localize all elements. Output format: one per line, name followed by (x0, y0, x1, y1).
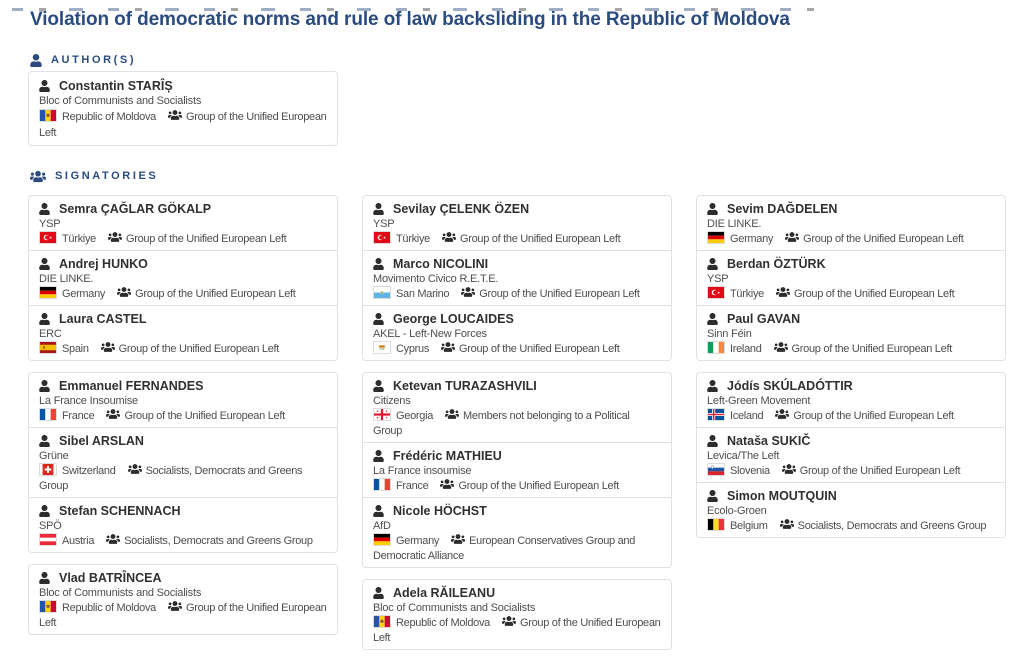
member-country: Türkiye (396, 233, 430, 245)
authors-section-label: AUTHOR(S) (51, 54, 137, 66)
member-party: Bloc of Communists and Socialists (39, 95, 202, 107)
member-country: Ireland (730, 343, 762, 355)
flag-belgium-icon (707, 518, 725, 531)
member-column (362, 195, 672, 661)
member-card-group (28, 372, 338, 553)
group-icon (776, 286, 790, 298)
member-name-row (707, 378, 995, 394)
member-country: Germany (62, 288, 106, 300)
member-name: Ketevan TURAZASHVILI (393, 379, 537, 393)
flag-cyprus-icon (373, 341, 391, 354)
member-party: Bloc of Communists and Socialists (373, 602, 536, 614)
member-name-row (39, 256, 327, 272)
group-icon (101, 341, 115, 353)
member-group: Group of the Unified European Left (39, 111, 327, 139)
flag-slovenia-icon (707, 463, 725, 476)
group-icon (780, 518, 794, 530)
person-icon (707, 380, 718, 392)
member-group: European Conservatives Group and Democratic Alliance (373, 535, 636, 562)
member-group: Group of the Unified European Left (118, 343, 280, 355)
member-name: Simon MOUTQUIN (727, 489, 837, 503)
member-name: Nataša SUKIČ (727, 434, 811, 448)
member-group: Group of the Unified European Left (459, 233, 621, 245)
member-country: Spain (62, 343, 89, 355)
person-icon (707, 203, 718, 215)
group-icon (502, 615, 516, 627)
member-card[interactable] (29, 565, 337, 634)
member-meta-row (373, 341, 661, 357)
member-country: Switzerland (62, 465, 116, 477)
member-group: Socialists, Democrats and Greens Group (39, 465, 303, 492)
member-group: Group of the Unified European Left (458, 480, 619, 492)
group-icon (441, 341, 455, 353)
member-name-row (39, 503, 327, 519)
member-country: France (396, 480, 429, 492)
group-icon (108, 231, 122, 243)
member-name: Laura CASTEL (59, 312, 147, 326)
member-name-row (707, 256, 995, 272)
member-country: Slovenia (730, 465, 770, 477)
member-party: La France Insoumise (39, 395, 138, 407)
person-icon (373, 380, 384, 392)
member-party: Levica/The Left (707, 450, 780, 462)
member-name-row (373, 378, 661, 394)
member-country: Belgium (730, 520, 768, 532)
member-card[interactable] (697, 250, 1005, 305)
member-meta-row (707, 286, 995, 302)
group-icon (785, 231, 799, 243)
group-icon (445, 408, 459, 420)
member-name: Sibel ARSLAN (59, 434, 144, 448)
member-meta-row (39, 533, 327, 549)
member-group: Group of the Unified European Left (459, 343, 620, 355)
member-meta-row (39, 286, 327, 302)
group-icon (106, 408, 120, 420)
flag-turkiye-icon (373, 231, 391, 244)
member-card[interactable] (363, 305, 671, 360)
member-group: Socialists, Democrats and Greens Group (124, 535, 313, 547)
member-name: Sevilay ÇELENK ÖZEN (393, 202, 530, 216)
member-meta-row (707, 463, 995, 479)
person-icon (373, 505, 384, 517)
group-icon (168, 600, 182, 612)
member-card[interactable] (697, 196, 1005, 250)
group-icon (451, 533, 465, 545)
member-column (28, 195, 338, 646)
member-card-group (362, 195, 672, 361)
member-name: Frédéric MATHIEU (393, 449, 502, 463)
member-column (696, 195, 1006, 549)
people-icon (30, 170, 46, 183)
member-column (28, 71, 338, 157)
member-name: Nicole HÖCHST (393, 504, 487, 518)
person-icon (373, 313, 384, 325)
person-icon (39, 435, 50, 447)
member-meta-row (707, 231, 995, 247)
member-name-row (373, 256, 661, 272)
member-group: Group of the Unified European Left (791, 343, 952, 355)
person-icon (707, 435, 718, 447)
member-meta-row (373, 231, 661, 247)
flag-turkiye-icon (707, 286, 725, 299)
member-name-row (373, 311, 661, 327)
member-country: Republic of Moldova (396, 617, 490, 629)
member-country: San Marino (396, 288, 450, 300)
person-icon (39, 572, 50, 584)
person-icon (373, 587, 384, 599)
flag-moldova-icon (373, 615, 391, 628)
member-group: Socialists, Democrats and Greens Group (797, 520, 987, 532)
member-party: Bloc of Communists and Socialists (39, 587, 202, 599)
member-meta-row (39, 231, 327, 247)
member-group: Group of the Unified European Left (135, 288, 296, 300)
member-card[interactable] (29, 196, 337, 250)
member-party: DIE LINKE. (707, 218, 762, 230)
member-name-row (39, 433, 327, 449)
member-group: Group of the Unified European Left (793, 288, 955, 300)
member-meta-row (707, 518, 995, 534)
member-meta-row (373, 615, 661, 646)
member-party: SPÖ (39, 520, 62, 532)
group-icon (106, 533, 120, 545)
member-card[interactable] (29, 373, 337, 427)
member-name: Semra ÇAĞLAR GÖKALP (59, 202, 212, 216)
person-icon (39, 505, 50, 517)
member-name-row (707, 433, 995, 449)
group-icon (442, 231, 456, 243)
member-group: Group of the Unified European Left (803, 233, 964, 245)
member-group: Group of the Unified European Left (39, 602, 327, 629)
member-name: Constantin STARÎȘ (59, 79, 173, 93)
member-card[interactable] (29, 72, 337, 145)
person-icon (707, 490, 718, 502)
member-card[interactable] (697, 305, 1005, 360)
member-name-row (39, 311, 327, 327)
member-card-group (362, 372, 672, 568)
group-icon (128, 463, 142, 475)
member-country: Austria (62, 535, 95, 547)
member-card[interactable] (363, 442, 671, 497)
member-meta-row (373, 408, 661, 439)
member-meta-row (39, 408, 327, 424)
member-card-group (28, 195, 338, 361)
document-page (0, 8, 1014, 661)
member-card[interactable] (697, 427, 1005, 482)
member-name: Vlad BATRÎNCEA (59, 571, 162, 585)
member-group: Group of the Unified European Left (125, 233, 287, 245)
member-name: Jódís SKÚLADÓTTIR (727, 379, 853, 393)
member-country: Republic of Moldova (62, 111, 156, 123)
signatories-section-label: SIGNATORIES (55, 170, 159, 182)
member-name-row (39, 570, 327, 586)
member-name-row (39, 378, 327, 394)
member-card[interactable] (363, 373, 671, 442)
member-country: Republic of Moldova (62, 602, 156, 614)
member-group: Group of the Unified European Left (124, 410, 285, 422)
group-icon (782, 463, 796, 475)
flag-iceland-icon (707, 408, 725, 421)
member-card[interactable] (29, 427, 337, 497)
member-card-group (28, 564, 338, 635)
flag-spain-icon (39, 341, 57, 354)
flag-turkiye-icon (39, 231, 57, 244)
member-group: Members not belonging to a Political Group (373, 410, 630, 437)
group-icon (774, 341, 788, 353)
flag-france-icon (373, 478, 391, 491)
member-card-group (696, 372, 1006, 538)
member-party: Ecolo-Groen (707, 505, 767, 517)
person-icon (39, 380, 50, 392)
signatories-section-header (30, 169, 1006, 183)
member-party: Sinn Féin (707, 328, 752, 340)
person-icon (373, 450, 384, 462)
member-meta-row (707, 341, 995, 357)
member-card[interactable] (29, 250, 337, 305)
member-group: Group of the Unified European Left (479, 288, 640, 300)
member-name: Emmanuel FERNANDES (59, 379, 204, 393)
member-card[interactable] (363, 250, 671, 305)
group-icon (117, 286, 131, 298)
flag-georgia-icon (373, 408, 391, 421)
person-icon (30, 54, 42, 67)
member-meta-row (39, 341, 327, 357)
member-name: Adela RĂILEANU (393, 586, 496, 600)
group-icon (440, 478, 454, 490)
member-name-row (39, 201, 327, 217)
member-card-group (28, 71, 338, 146)
member-country: France (62, 410, 95, 422)
member-party: YSP (373, 218, 395, 230)
member-name: Stefan SCHENNACH (59, 504, 181, 518)
member-meta-row (707, 408, 995, 424)
member-party: ERC (39, 328, 62, 340)
member-card[interactable] (29, 497, 337, 552)
group-icon (461, 286, 475, 298)
member-name: Berdan ÖZTÜRK (727, 257, 826, 271)
member-country: Türkiye (730, 288, 764, 300)
member-name: George LOUCAIDES (393, 312, 514, 326)
member-name-row (373, 585, 661, 601)
authors-list (28, 71, 1006, 157)
member-party: AKEL - Left-New Forces (373, 328, 487, 340)
member-meta-row (39, 600, 327, 631)
member-country: Türkiye (62, 233, 96, 245)
member-card-group (696, 195, 1006, 361)
member-card[interactable] (363, 497, 671, 567)
member-party: AfD (373, 520, 391, 532)
member-meta-row (39, 109, 327, 141)
member-name-row (707, 488, 995, 504)
member-card[interactable] (697, 373, 1005, 427)
member-party: YSP (707, 273, 729, 285)
person-icon (707, 313, 718, 325)
person-icon (39, 258, 50, 270)
signatories-list (28, 195, 1006, 661)
member-card[interactable] (363, 580, 671, 649)
flag-switzerland-icon (39, 463, 57, 476)
person-icon (707, 258, 718, 270)
member-country: Iceland (730, 410, 764, 422)
member-country: Germany (730, 233, 774, 245)
person-icon (39, 313, 50, 325)
member-party: Movimento Civico R.E.T.E. (373, 273, 499, 285)
flag-germany-icon (707, 231, 725, 244)
authors-section-header (30, 53, 1006, 67)
member-meta-row (373, 533, 661, 564)
person-icon (39, 80, 50, 92)
member-name-row (373, 201, 661, 217)
flag-moldova-icon (39, 600, 57, 613)
member-country: Germany (396, 535, 440, 547)
cropped-content-above (12, 8, 834, 11)
person-icon (373, 258, 384, 270)
member-party: La France insoumise (373, 465, 472, 477)
page-title: Violation of democratic norms and rule of law backsliding in the Republic of Moldova (30, 9, 790, 30)
group-icon (168, 109, 182, 121)
person-icon (373, 203, 384, 215)
member-meta-row (39, 463, 327, 494)
member-name-row (373, 503, 661, 519)
member-name: Marco NICOLINI (393, 257, 489, 271)
member-country: Cyprus (396, 343, 430, 355)
member-party: Citizens (373, 395, 411, 407)
member-meta-row (373, 286, 661, 302)
person-icon (39, 203, 50, 215)
member-party: Grüne (39, 450, 69, 462)
member-party: YSP (39, 218, 61, 230)
member-group: Group of the Unified European Left (799, 465, 961, 477)
flag-san-marino-icon (373, 286, 391, 299)
flag-france-icon (39, 408, 57, 421)
member-name-row (707, 201, 995, 217)
member-card[interactable] (363, 196, 671, 250)
member-card[interactable] (29, 305, 337, 360)
member-group: Group of the Unified European Left (793, 410, 954, 422)
flag-germany-icon (373, 533, 391, 546)
member-name: Paul GAVAN (727, 312, 801, 326)
group-icon (775, 408, 789, 420)
flag-ireland-icon (707, 341, 725, 354)
member-name-row (39, 78, 327, 94)
member-name-row (373, 448, 661, 464)
member-name: Sevim DAĞDELEN (727, 202, 838, 216)
member-party: Left-Green Movement (707, 395, 811, 407)
member-card[interactable] (697, 482, 1005, 537)
flag-germany-icon (39, 286, 57, 299)
member-card-group (362, 579, 672, 650)
member-meta-row (373, 478, 661, 494)
member-country: Georgia (396, 410, 434, 422)
member-name-row (707, 311, 995, 327)
flag-moldova-icon (39, 109, 57, 122)
member-group: Group of the Unified European Left (373, 617, 661, 644)
member-name: Andrej HUNKO (59, 257, 148, 271)
member-party: DIE LINKE. (39, 273, 94, 285)
flag-austria-icon (39, 533, 57, 546)
